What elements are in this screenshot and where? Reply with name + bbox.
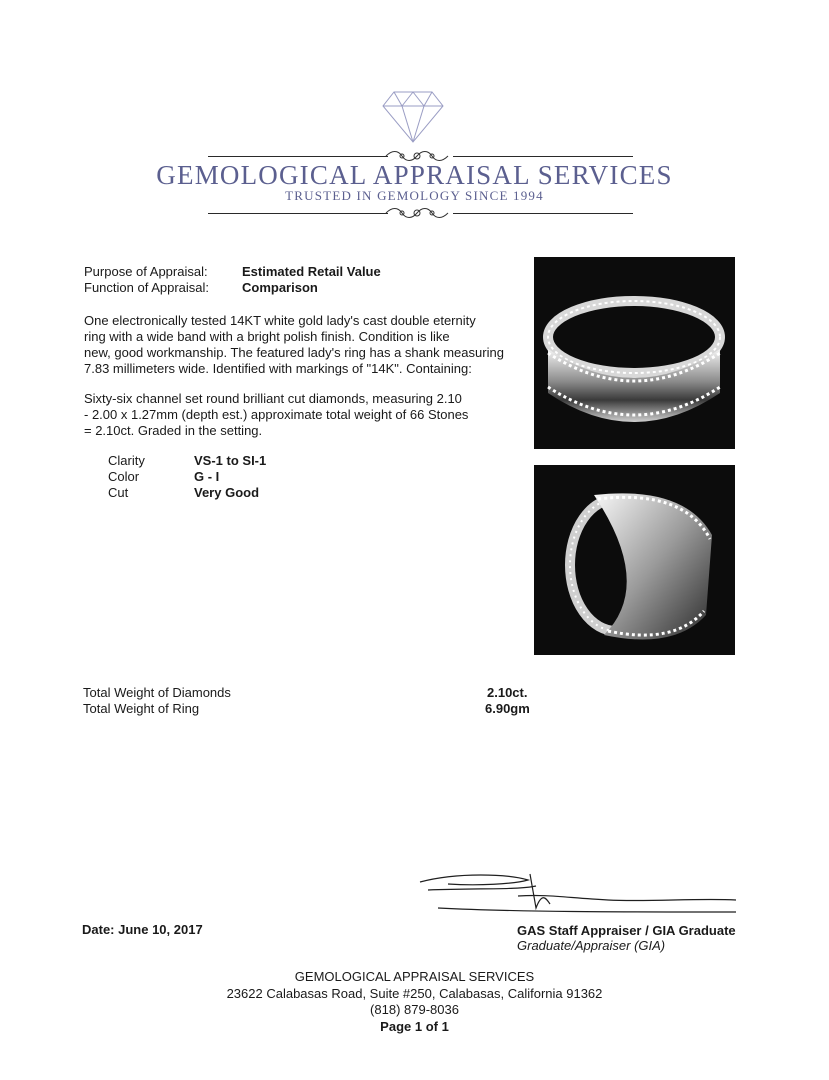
org-title: GEMOLOGICAL APPRAISAL SERVICES	[156, 160, 673, 190]
ring-photo-bottom	[534, 465, 735, 655]
header-rule-top	[208, 156, 388, 157]
flourish-ornament	[382, 205, 452, 221]
grading-value-color: G - I	[194, 469, 220, 484]
function-value: Comparison	[242, 280, 318, 295]
description-line: ring with a wide band with a bright polish finish. Condition is like	[84, 329, 450, 344]
header-rule-bottom	[208, 213, 388, 214]
ring-photo-top	[534, 257, 735, 449]
description-line: One electronically tested 14KT white gold lady's cast double eternity	[84, 313, 476, 328]
grading-label-color: Color	[108, 469, 140, 484]
function-label: Function of Appraisal:	[84, 280, 210, 295]
org-tagline: TRUSTED IN GEMOLOGY SINCE 1994	[285, 188, 544, 203]
grading-label-clarity: Clarity	[108, 453, 145, 468]
description-line: 7.83 millimeters wide. Identified with markings of "14K". Containing:	[84, 361, 472, 376]
grading-label-cut: Cut	[108, 485, 129, 500]
description-line: new, good workmanship. The featured lady's ring has a shank measuring	[84, 345, 504, 360]
diamond-icon	[382, 90, 444, 144]
total-ring-value: 6.90gm	[485, 701, 530, 716]
footer-address: 23622 Calabasas Road, Suite #250, Calabasas, California 91362	[226, 986, 603, 1001]
purpose-value: Estimated Retail Value	[242, 264, 381, 279]
page-number: Page 1 of 1	[380, 1019, 449, 1034]
stones-line: Sixty-six channel set round brilliant cut diamonds, measuring 2.10	[84, 391, 462, 406]
appraiser-subtitle: Graduate/Appraiser (GIA)	[517, 938, 666, 953]
stones-line: = 2.10ct. Graded in the setting.	[84, 423, 263, 438]
total-ring-label: Total Weight of Ring	[83, 701, 200, 716]
footer-phone: (818) 879-8036	[370, 1002, 459, 1017]
total-diamonds-value: 2.10ct.	[487, 685, 528, 700]
signature	[418, 868, 738, 918]
purpose-label: Purpose of Appraisal:	[84, 264, 208, 279]
grading-value-cut: Very Good	[194, 485, 260, 500]
header-rule-top	[453, 156, 633, 157]
footer-org-name: GEMOLOGICAL APPRAISAL SERVICES	[294, 969, 535, 984]
stones-line: - 2.00 x 1.27mm (depth est.) approximate total weight of 66 Stones	[84, 407, 469, 422]
appraiser-title: GAS Staff Appraiser / GIA Graduate	[517, 923, 736, 938]
appraisal-date: Date: June 10, 2017	[82, 922, 203, 937]
grading-value-clarity: VS-1 to SI-1	[194, 453, 267, 468]
total-diamonds-label: Total Weight of Diamonds	[83, 685, 231, 700]
header-rule-bottom	[453, 213, 633, 214]
